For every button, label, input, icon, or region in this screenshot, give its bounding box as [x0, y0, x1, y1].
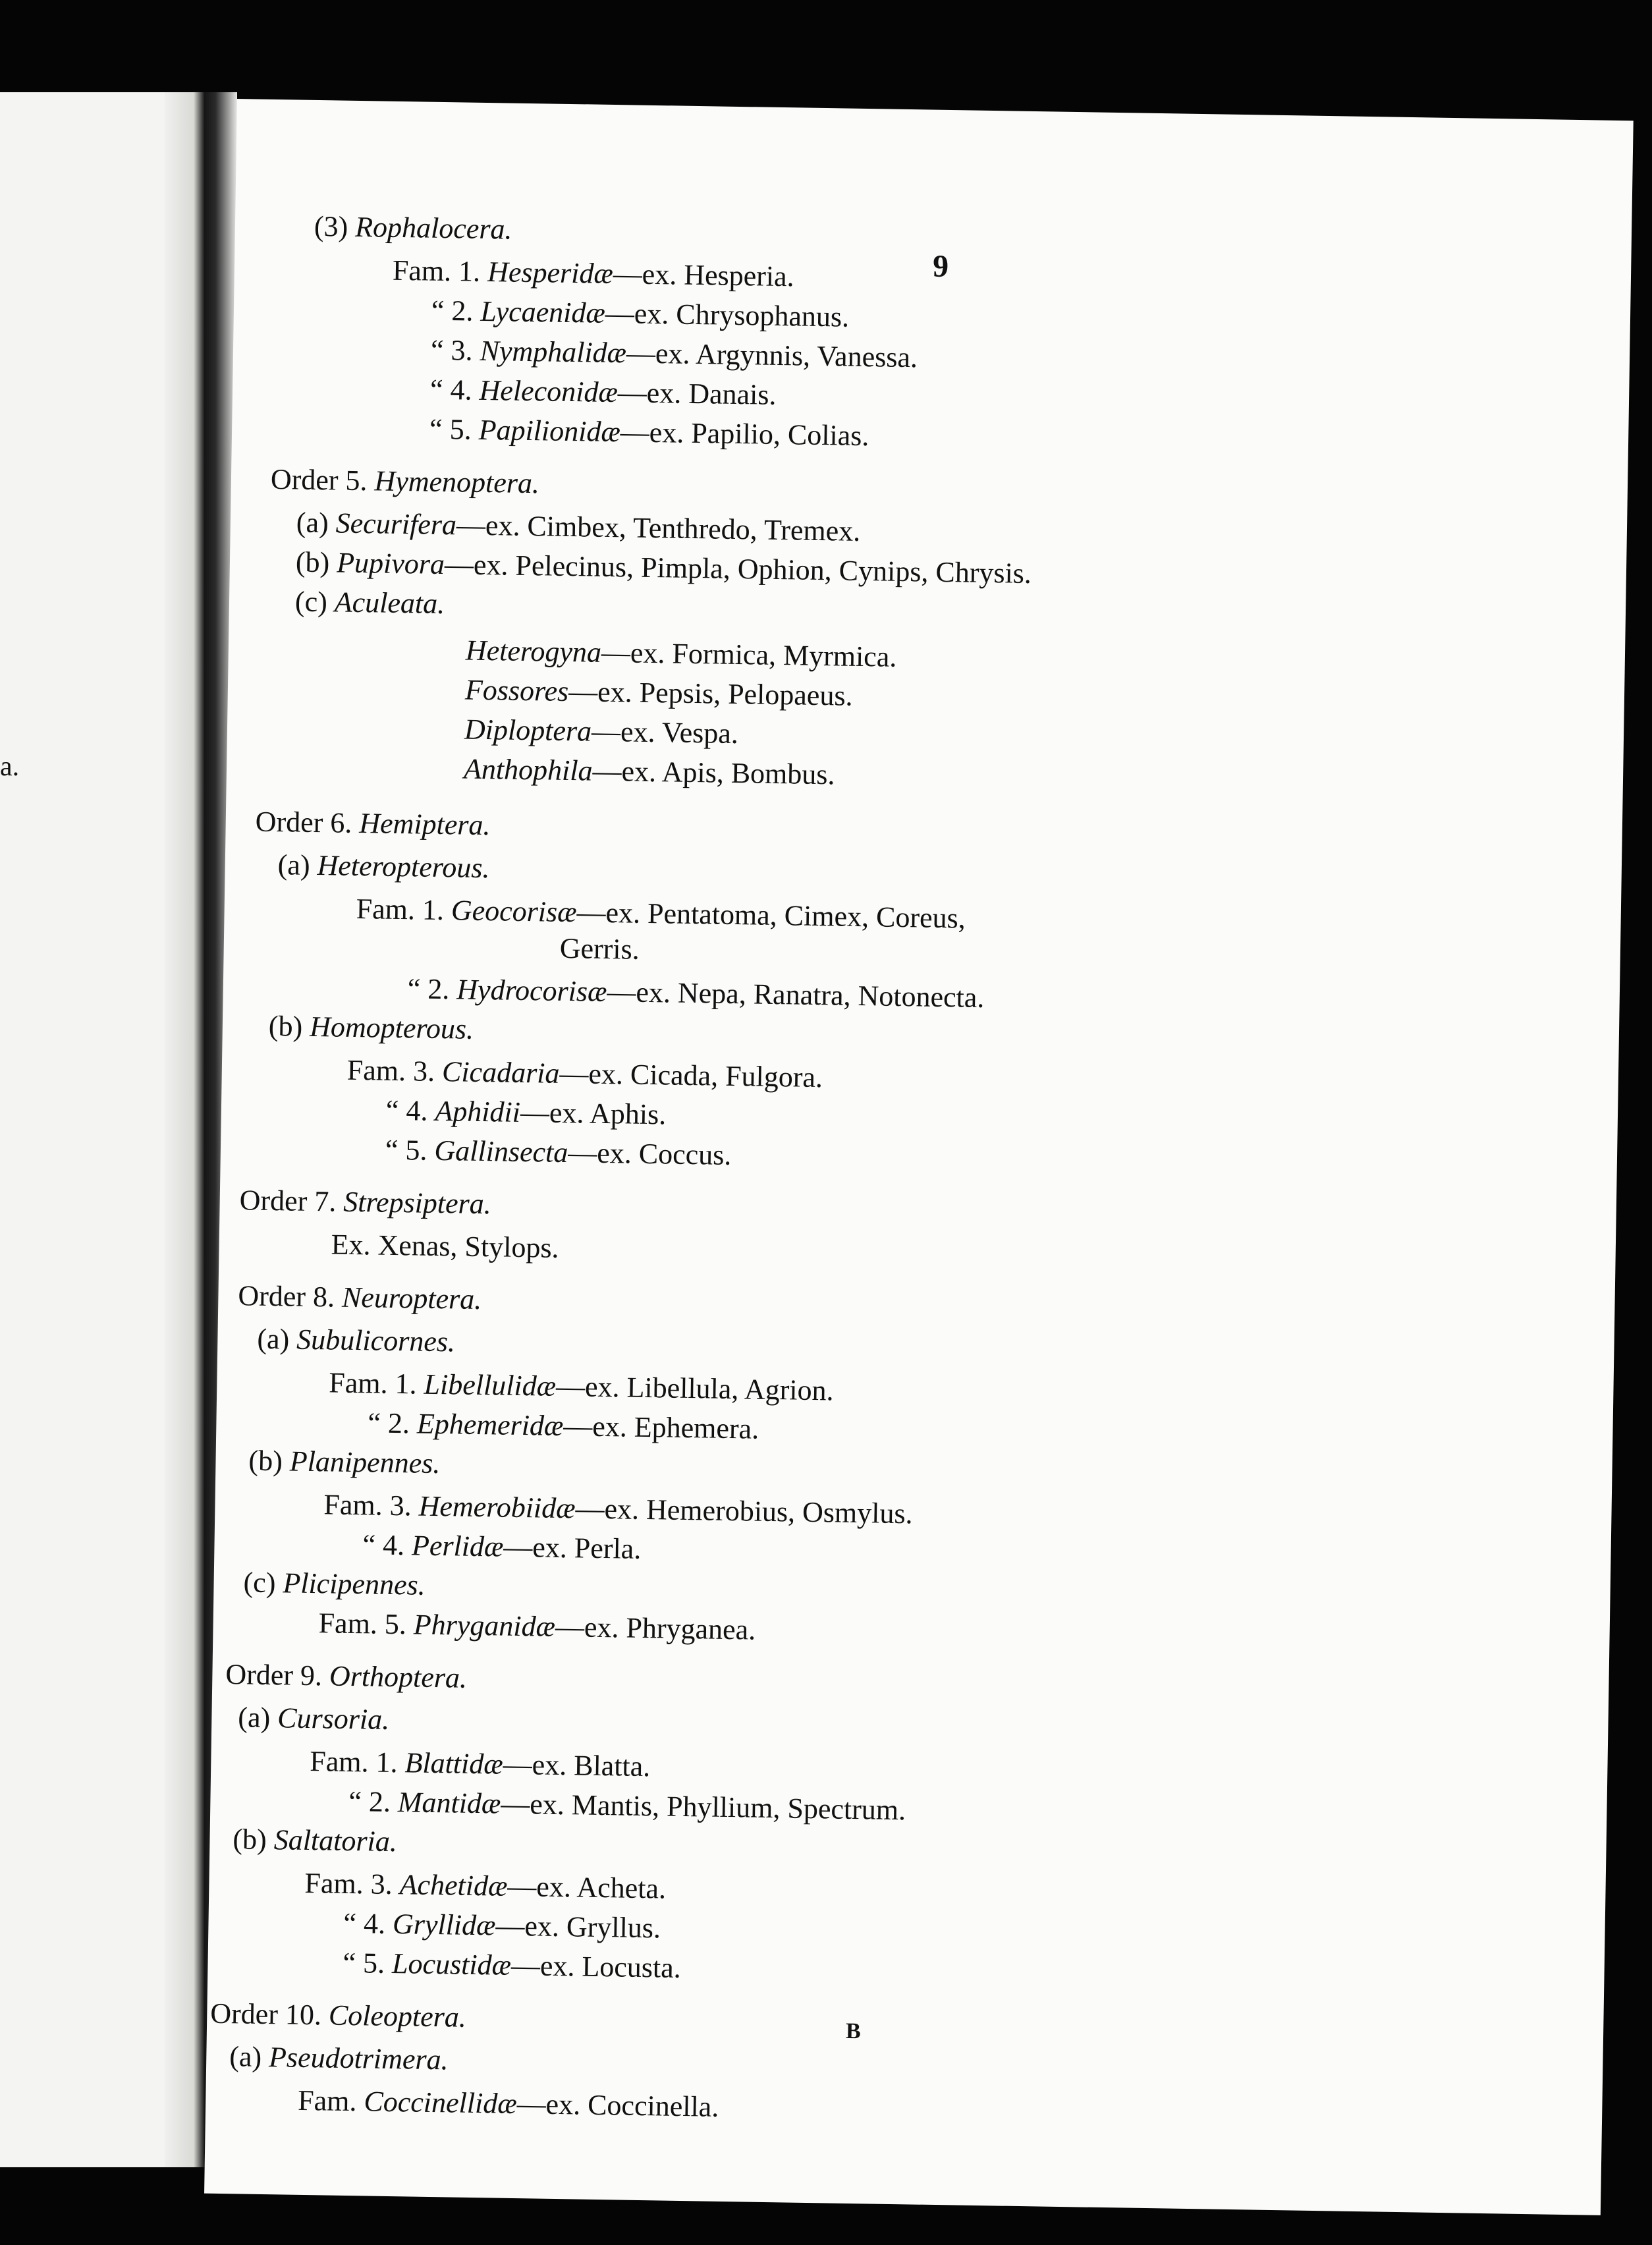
text-line — [343, 1946, 682, 1984]
taxon-name: Fossores — [464, 673, 569, 708]
line-prefix: Fam. — [297, 2084, 364, 2118]
example-text: —ex. Argynnis, Vanessa. — [626, 337, 918, 374]
text-line — [463, 752, 835, 791]
line-prefix: “ 2. — [431, 294, 481, 327]
taxon-name: Hydrocorisæ — [456, 973, 607, 1008]
text-line — [270, 462, 540, 500]
classification-text-block — [209, 99, 1634, 2123]
taxon-name: Saltatoria. — [273, 1823, 398, 1858]
text-line — [295, 587, 445, 619]
text-line — [430, 333, 918, 374]
text-line — [331, 1230, 559, 1262]
example-text: —ex. Locusta. — [510, 1949, 682, 1984]
text-line — [318, 1609, 756, 1644]
example-text: —ex. Blatta. — [503, 1748, 651, 1783]
taxon-name: Planipennes. — [289, 1445, 441, 1480]
line-prefix: “ 5. — [429, 412, 480, 446]
example-text: —ex. Apis, Bombus. — [592, 754, 835, 791]
taxon-name: Libellulidæ — [424, 1368, 557, 1402]
example-text: —ex. Coccus. — [567, 1136, 732, 1171]
text-line — [323, 1490, 913, 1528]
line-prefix: Fam. 5. — [318, 1607, 414, 1641]
left-page-edge — [0, 92, 165, 2167]
text-line — [298, 2086, 719, 2122]
example-text: —ex. Pepsis, Pelopaeus. — [568, 675, 853, 712]
taxon-name: Heterogyna — [465, 634, 602, 669]
taxon-name: Cicadaria — [441, 1055, 560, 1090]
taxon-name: Phryganidæ — [413, 1608, 556, 1643]
text-line — [385, 1133, 732, 1171]
text-line — [239, 1186, 491, 1219]
taxon-name: Subulicornes. — [296, 1323, 456, 1358]
text-line — [368, 1408, 759, 1443]
taxon-name: Pseudotrimera. — [268, 2041, 449, 2076]
taxon-name: Lycaenidæ — [480, 294, 606, 329]
text-line — [362, 1530, 641, 1564]
line-prefix: Order 10. — [209, 1997, 329, 2032]
line-prefix: Fam. 1. — [329, 1366, 425, 1400]
left-page-text-fragment: a. — [0, 752, 20, 782]
book-page — [204, 99, 1634, 2215]
text-line — [386, 1096, 667, 1130]
text-line — [466, 636, 897, 672]
line-prefix: Order 6. — [255, 805, 360, 840]
taxon-name: Heteropterous. — [317, 849, 490, 885]
text-line — [464, 673, 853, 712]
text-line — [296, 547, 1032, 588]
taxon-name: Achetidæ — [399, 1868, 508, 1902]
text-line — [393, 256, 794, 292]
line-prefix: “ 4. — [385, 1094, 435, 1127]
text-line — [277, 850, 489, 883]
text-line — [464, 715, 739, 749]
text-line — [238, 1281, 482, 1314]
line-prefix: Order 8. — [238, 1279, 343, 1314]
text-line — [314, 209, 512, 246]
text-line — [348, 1787, 906, 1825]
text-line — [225, 1660, 467, 1693]
line-prefix: (b) — [248, 1444, 290, 1478]
example-text: —ex. Hemerobius, Osmylus. — [575, 1492, 913, 1530]
example-text: —ex. Pelecinus, Pimpla, Ophion, Cynips, Chrysis. — [444, 548, 1032, 590]
example-text: —ex. Papilio, Colias. — [620, 416, 869, 453]
taxon-name: Rophalocera. — [354, 210, 512, 246]
text-line — [429, 412, 869, 453]
text-line — [296, 508, 861, 545]
line-prefix: Order 7. — [239, 1184, 344, 1218]
text-line — [268, 1009, 474, 1045]
line-prefix: Order 5. — [270, 462, 375, 497]
line-prefix: “ 4. — [343, 1906, 393, 1941]
example-text: —ex. Nepa, Ranatra, Notonecta. — [607, 975, 985, 1014]
taxon-name: Geocorisæ — [451, 894, 577, 929]
taxon-name: Cursoria. — [277, 1702, 390, 1736]
example-text: —ex. Chrysophanus. — [605, 296, 850, 333]
text-line — [257, 1322, 456, 1358]
line-prefix: “ 2. — [368, 1406, 418, 1440]
taxon-name: Aculeata. — [334, 586, 445, 621]
taxon-name: Orthoptera. — [329, 1659, 468, 1694]
line-prefix: Gerris. — [559, 931, 640, 966]
example-text: —ex. Danais. — [617, 376, 777, 411]
line-prefix: “ 4. — [362, 1528, 412, 1562]
example-text: —ex. Cimbex, Tenthredo, Tremex. — [456, 509, 861, 547]
line-prefix: Fam. 3. — [304, 1866, 400, 1901]
taxon-name: Hymenoptera. — [374, 464, 540, 500]
taxon-name: Anthophila — [463, 752, 593, 787]
example-text: —ex. Acheta. — [507, 1870, 667, 1905]
line-prefix: (c) — [294, 585, 335, 619]
text-line — [346, 1053, 823, 1094]
text-line — [210, 1999, 466, 2032]
taxon-name: Hesperidæ — [487, 256, 614, 290]
taxon-name: Gallinsecta — [434, 1134, 568, 1169]
line-prefix: Fam. 1. — [356, 892, 452, 927]
taxon-name: Mantidæ — [397, 1786, 501, 1820]
text-line — [559, 931, 640, 966]
example-text: —ex. Ephemera. — [563, 1410, 759, 1445]
line-prefix: “ 2. — [348, 1785, 399, 1819]
line-prefix: (a) — [238, 1701, 278, 1734]
example-text: —ex. Cicada, Fulgora. — [559, 1057, 823, 1094]
taxon-name: Hemerobiidæ — [418, 1489, 576, 1525]
taxon-name: Nymphalidæ — [480, 334, 627, 370]
line-prefix: Order 9. — [225, 1658, 330, 1692]
text-line — [356, 892, 966, 935]
text-line — [431, 296, 850, 332]
taxon-name: Perlidæ — [411, 1529, 504, 1563]
text-line — [248, 1444, 441, 1480]
example-text: —ex. Coccinella. — [516, 2088, 719, 2123]
example-text: —ex. Phryganea. — [555, 1610, 756, 1646]
example-text: —ex. Vespa. — [591, 715, 739, 750]
line-prefix: (a) — [257, 1322, 297, 1356]
text-line — [238, 1703, 389, 1734]
line-prefix: “ 5. — [385, 1133, 435, 1167]
line-prefix: “ 4. — [429, 373, 480, 406]
taxon-name: Papilionidæ — [478, 413, 621, 449]
page-number: 9 — [932, 248, 949, 284]
taxon-name: Strepsiptera. — [343, 1185, 492, 1221]
example-text: —ex. Mantis, Phyllium, Spectrum. — [500, 1787, 906, 1827]
text-line — [233, 1825, 397, 1856]
example-text: —ex. Libellula, Agrion. — [555, 1370, 835, 1407]
text-line — [407, 974, 984, 1012]
line-prefix: “ 5. — [343, 1946, 393, 1980]
taxon-name: Aphidii — [435, 1094, 521, 1128]
taxon-name: Pupivora — [336, 546, 445, 581]
text-line — [229, 2042, 449, 2074]
text-line — [304, 1866, 667, 1905]
taxon-name: Securifera — [335, 507, 457, 541]
line-prefix: Fam. 1. — [309, 1745, 405, 1779]
taxon-name: Plicipennes. — [283, 1566, 426, 1601]
text-line — [310, 1747, 651, 1781]
taxon-name: Diploptera — [464, 713, 592, 748]
example-text: —ex. Aphis. — [520, 1095, 667, 1131]
line-prefix: (b) — [295, 545, 337, 579]
taxon-name: Neuroptera. — [341, 1281, 482, 1316]
taxon-name: Hemiptera. — [358, 807, 491, 842]
line-prefix: (3) — [314, 209, 356, 243]
taxon-name: Heleconidæ — [479, 374, 619, 409]
taxon-name: Ephemeridæ — [416, 1407, 564, 1443]
line-prefix: Fam. 3. — [323, 1488, 420, 1522]
text-line — [255, 805, 491, 842]
taxon-name: Blattidæ — [404, 1746, 504, 1781]
taxon-name: Homopterous. — [309, 1010, 474, 1045]
example-text: —ex. Hesperia. — [613, 258, 795, 293]
text-line — [430, 375, 777, 410]
text-line — [343, 1906, 661, 1945]
example-text: —ex. Perla. — [503, 1530, 642, 1565]
line-prefix: (c) — [243, 1566, 283, 1599]
line-prefix: “ 2. — [407, 972, 457, 1006]
line-prefix: “ 3. — [430, 333, 480, 367]
line-prefix: Fam. 3. — [346, 1053, 443, 1088]
example-text: —ex. Gryllus. — [495, 1909, 661, 1945]
example-text: —ex. Formica, Myrmica. — [601, 636, 897, 673]
line-prefix: (a) — [277, 848, 317, 882]
line-prefix: (a) — [296, 506, 337, 540]
line-prefix: Fam. 1. — [392, 254, 488, 289]
taxon-name: Coccinellidæ — [364, 2085, 518, 2120]
signature-mark: B — [845, 2018, 862, 2044]
text-line — [329, 1368, 834, 1405]
line-prefix: (a) — [229, 2040, 269, 2074]
taxon-name: Gryllidæ — [392, 1908, 496, 1942]
line-prefix: Ex. Xenas, Stylops. — [331, 1228, 559, 1264]
taxon-name: Coleoptera. — [328, 1999, 467, 2034]
line-prefix: (b) — [233, 1823, 275, 1856]
line-prefix: (b) — [268, 1009, 310, 1043]
text-line — [243, 1568, 426, 1599]
taxon-name: Locustidæ — [391, 1947, 512, 1982]
example-text: —ex. Pentatoma, Cimex, Coreus, — [576, 896, 966, 935]
